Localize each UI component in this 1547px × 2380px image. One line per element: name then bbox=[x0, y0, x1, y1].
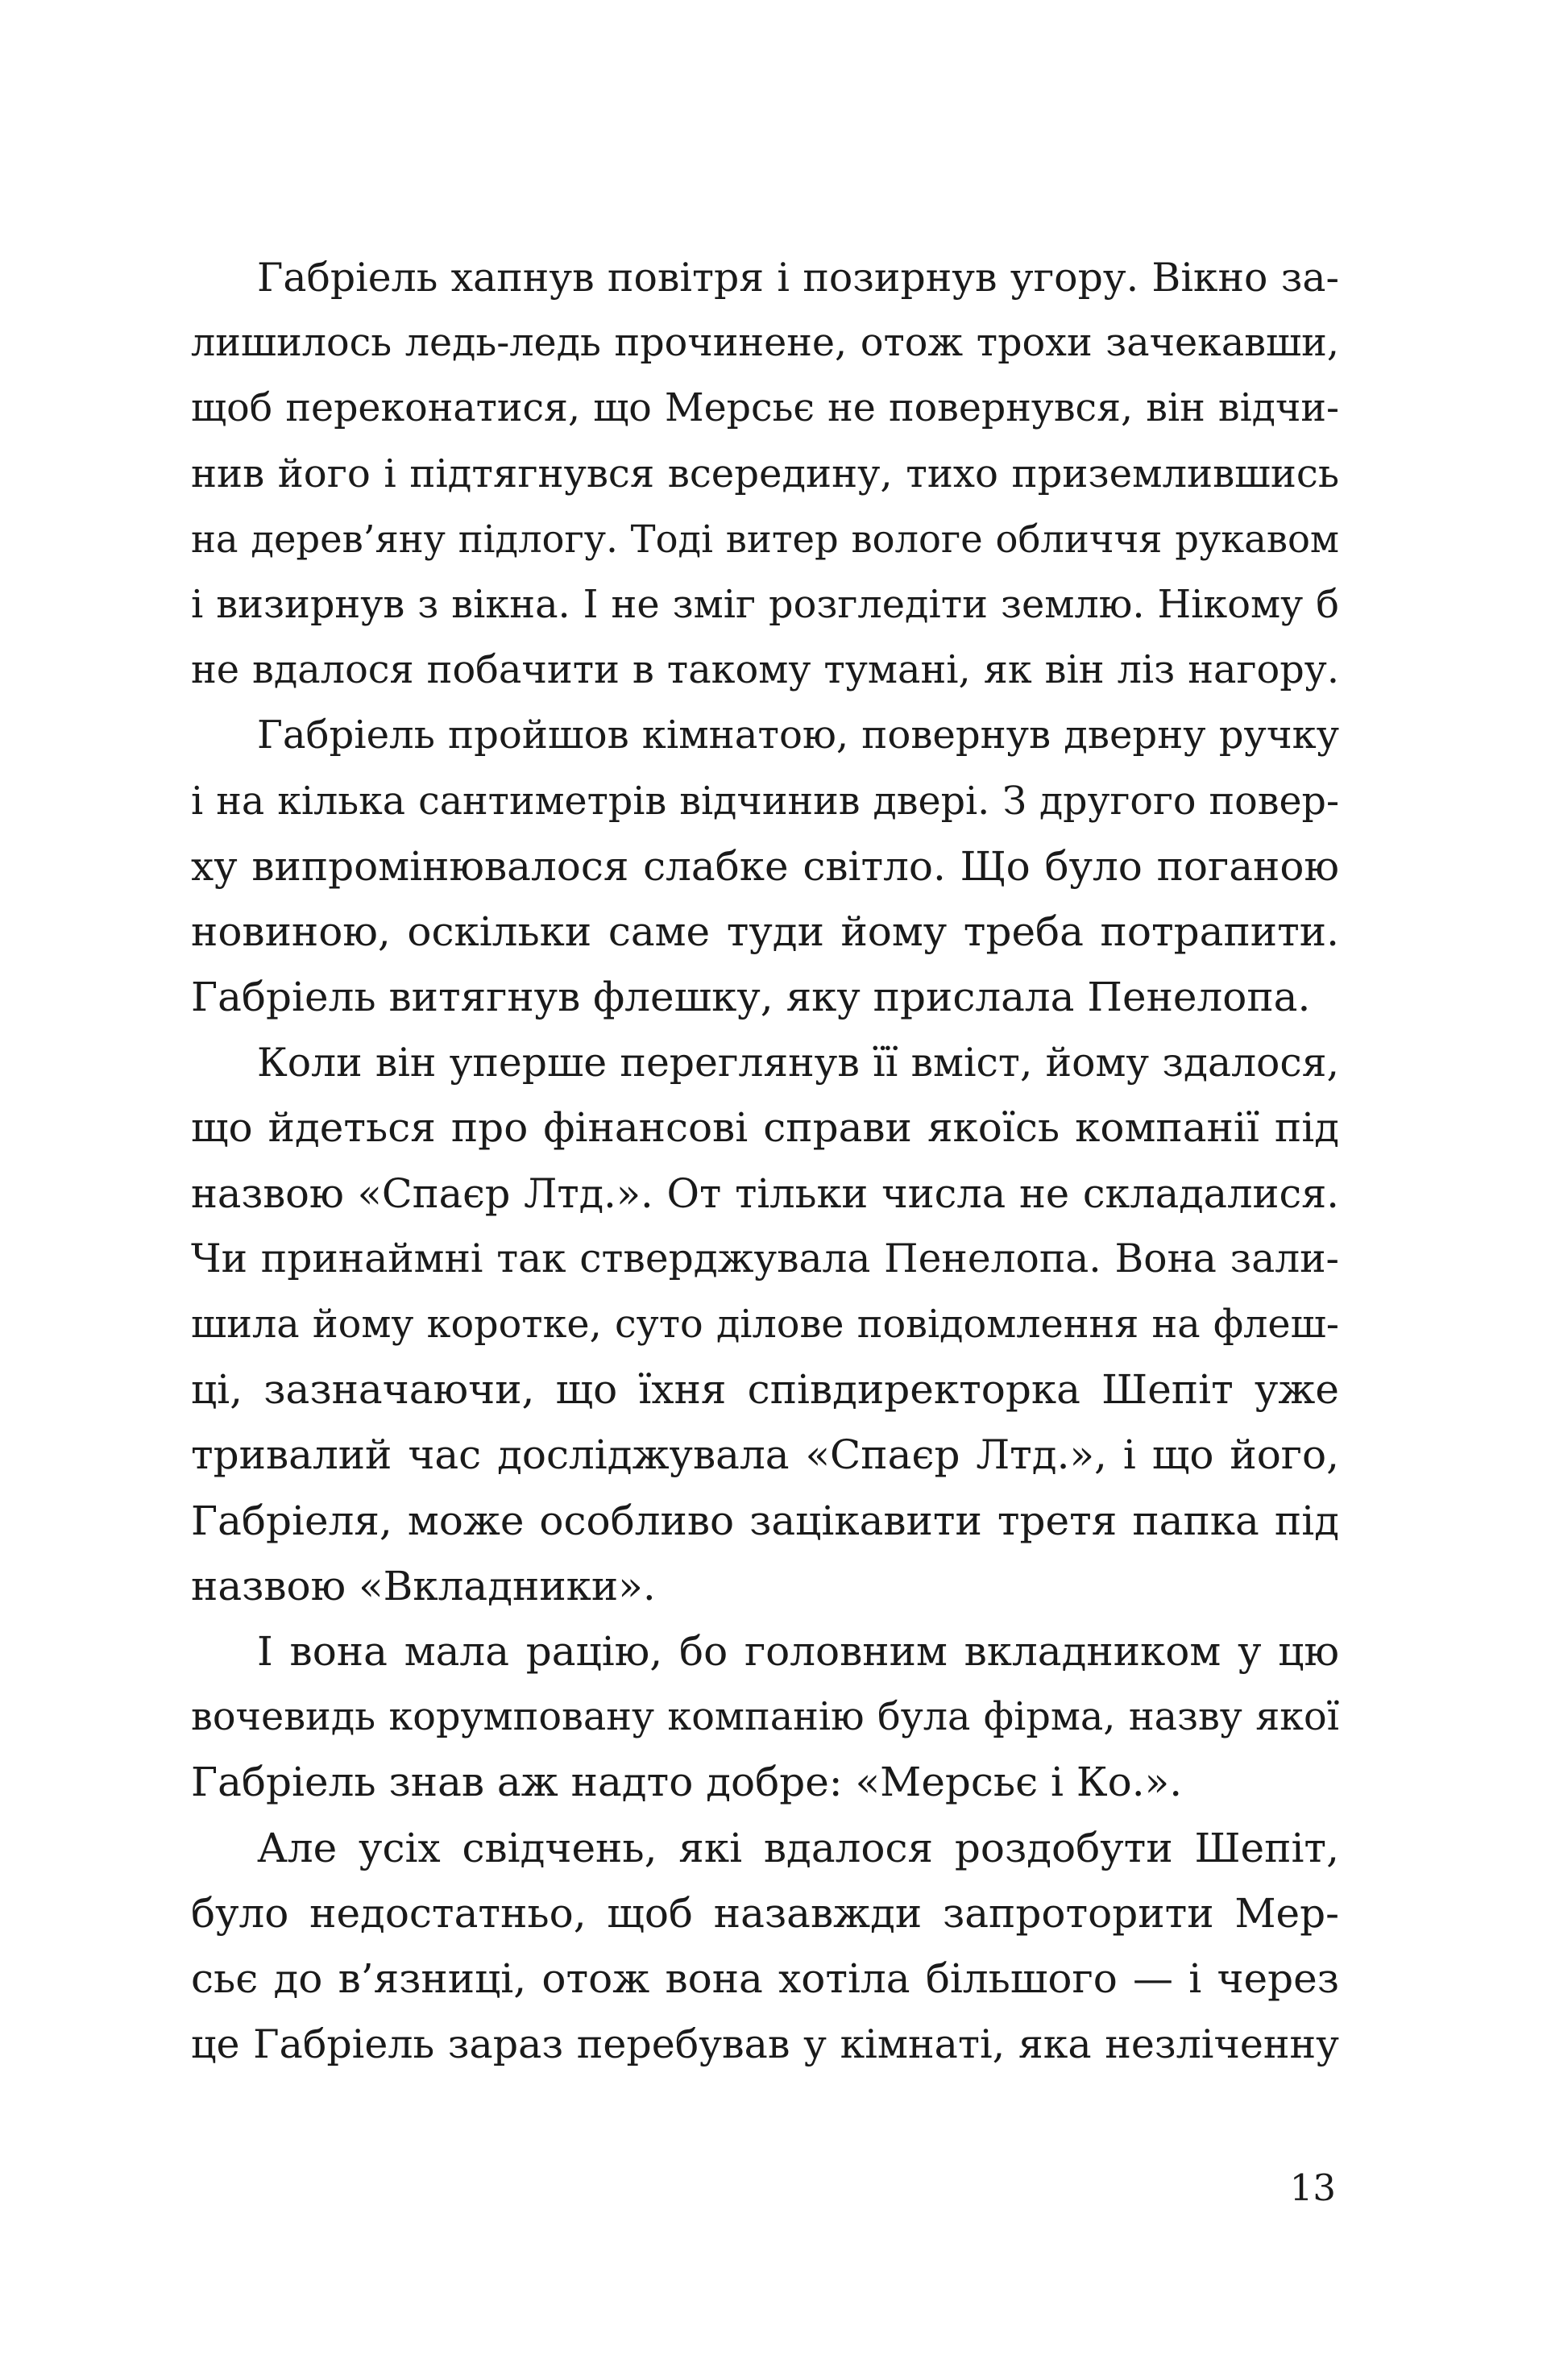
paragraph-3-line-3: назвою «Спаєр Лтд.». От тільки числа не складалися. bbox=[191, 1169, 1339, 1217]
paragraph-2-line-3: ху випромінювалося слабке світло. Що було поганою bbox=[191, 842, 1339, 890]
paragraph-3-line-9: назвою «Вкладники». bbox=[191, 1562, 656, 1610]
paragraph-1-line-7: не вдалося побачити в такому тумані, як він ліз нагору. bbox=[191, 648, 1339, 693]
paragraph-4-line-2: вочевидь корумповану компанію була фірма, назву якої bbox=[191, 1695, 1339, 1740]
paragraph-5-line-4: це Габріель зараз перебував у кімнаті, яка незліченну bbox=[191, 2021, 1339, 2068]
paragraph-1-line-3: щоб переконатися, що Мерсьє не повернувся, він відчи- bbox=[191, 386, 1339, 431]
paragraph-3-line-7: тривалий час досліджувала «Спаєр Лтд.», і що його, bbox=[191, 1431, 1339, 1479]
paragraph-2-line-5: Габріель витягнув флешку, яку прислала Пенелопа. bbox=[191, 974, 1311, 1021]
paragraph-3-line-8: Габріеля, може особливо зацікавити третя папка під bbox=[191, 1497, 1339, 1544]
paragraph-3-line-4: Чи принаймні так стверджувала Пенелопа. Вона зали- bbox=[191, 1236, 1339, 1281]
page-number: 13 bbox=[1289, 2166, 1336, 2209]
paragraph-4-line-1: І вона мала рацію, бо головним вкладником у цю bbox=[257, 1627, 1339, 1675]
paragraph-5-line-1: Але усіх свідчень, які вдалося роздобути Шепіт, bbox=[257, 1824, 1339, 1871]
paragraph-3-line-6: ці, зазначаючи, що їхня співдиректорка Шепіт уже bbox=[191, 1366, 1339, 1414]
paragraph-3-line-1: Коли він уперше переглянув її вміст, йому здалося, bbox=[257, 1040, 1339, 1086]
body-text bbox=[191, 245, 1339, 2077]
paragraph-5-line-3: сьє до в’язниці, отож вона хотіла більшого — і через bbox=[191, 1954, 1339, 2002]
paragraph-2-line-4: новиною, оскільки саме туди йому треба потрапити. bbox=[191, 908, 1339, 955]
paragraph-1-line-5: на дерев’яну підлогу. Тоді витер вологе обличчя рукавом bbox=[191, 517, 1339, 561]
paragraph-1-line-1: Габріель хапнув повітря і позирнув угору. Вікно за- bbox=[257, 255, 1339, 301]
paragraph-1-line-4: нив його і підтягнувся всередину, тихо приземлившись bbox=[191, 451, 1339, 496]
paragraph-2-line-2: і на кілька сантиметрів відчинив двері. З другого повер- bbox=[191, 779, 1339, 824]
paragraph-1-line-6: і визирнув з вікна. І не зміг розгледіти землю. Нікому б bbox=[191, 582, 1339, 627]
paragraph-2-line-1: Габріель пройшов кімнатою, повернув дверну ручку bbox=[257, 712, 1339, 758]
paragraph-4-line-3: Габріель знав аж надто добре: «Мерсьє і Ко.». bbox=[191, 1759, 1183, 1806]
paragraph-3-line-2: що йдеться про фінансові справи якоїсь компанії під bbox=[191, 1104, 1339, 1152]
paragraph-5-line-2: було недостатньо, щоб назавжди запроторити Мер- bbox=[191, 1889, 1339, 1937]
paragraph-3-line-5: шила йому коротке, суто ділове повідомлення на флеш- bbox=[191, 1302, 1339, 1347]
paragraph-1-line-2: лишилось ледь-ледь прочинене, отож трохи зачекавши, bbox=[191, 321, 1339, 366]
